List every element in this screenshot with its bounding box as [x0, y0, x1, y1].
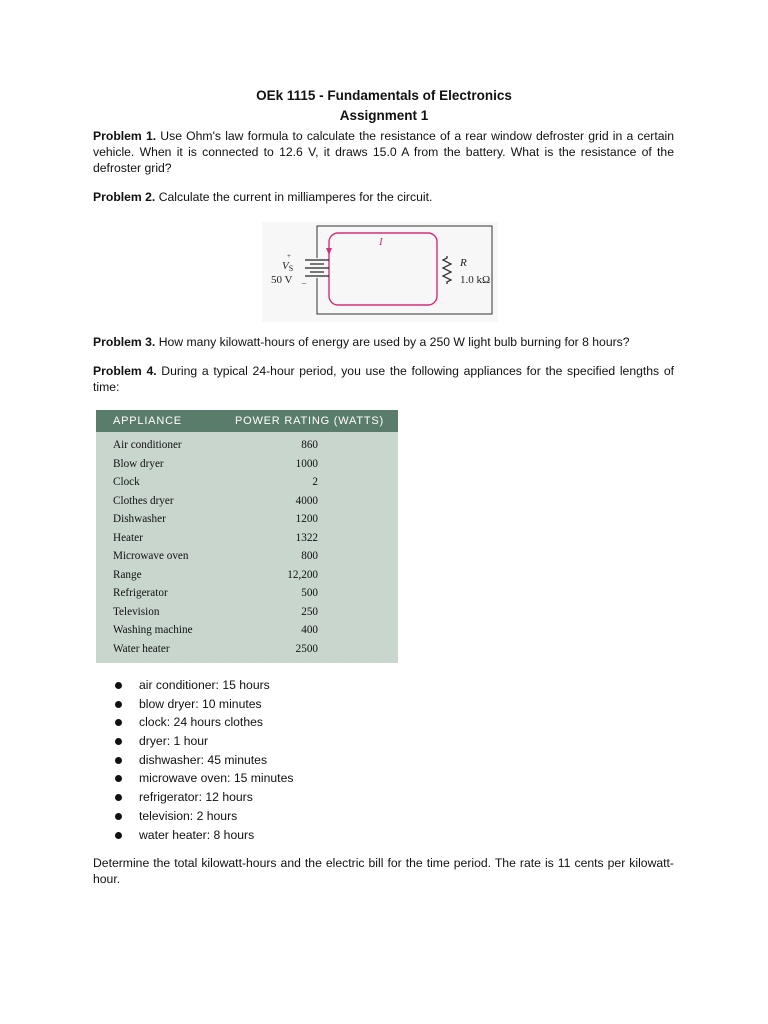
appliance-name: Clothes dryer [113, 494, 174, 507]
resistor-value: 1.0 kΩ [460, 274, 491, 286]
current-loop [329, 233, 437, 305]
circuit-wire [317, 226, 492, 314]
resistor-label: R [460, 257, 467, 269]
power-value: 400 [301, 624, 318, 636]
source-label: VS [282, 260, 294, 273]
appliance-name: Air conditioner [113, 439, 182, 451]
usage-list [113, 676, 293, 844]
minus-sign: _ [302, 276, 306, 285]
table-row [96, 621, 398, 640]
problem-3-text: How many kilowatt-hours of energy are used by a 250 W light bulb burning for 8 hours? [155, 335, 630, 349]
problem-3-label: Problem 3. [93, 335, 156, 349]
current-label: I [379, 236, 383, 248]
table-row [96, 492, 398, 511]
circuit-svg [262, 222, 498, 322]
appliance-name: Microwave oven [113, 550, 189, 562]
power-value: 500 [301, 587, 318, 599]
table-row [96, 566, 398, 585]
power-value: 4000 [295, 494, 318, 507]
list-item: blow dryer: 10 minutes [113, 695, 293, 714]
table-row [96, 547, 398, 566]
course-title: OEk 1115 - Fundamentals of Electronics [256, 88, 512, 103]
appliance-name: Television [113, 605, 160, 618]
appliance-name: Water heater [113, 642, 170, 655]
power-value: 12,200 [287, 568, 318, 581]
table-row [96, 510, 398, 529]
power-value: 1000 [295, 457, 318, 470]
appliance-name: Range [113, 568, 142, 581]
table-row [96, 473, 398, 492]
header-appliance: APPLIANCE [113, 415, 182, 427]
list-item: water heater: 8 hours [113, 826, 293, 845]
appliance-name: Blow dryer [113, 457, 164, 470]
source-value: 50 V [271, 274, 293, 286]
table-row [96, 640, 398, 659]
power-value: 2500 [295, 642, 318, 655]
problem-4-text: During a typical 24-hour period, you use the following appliances for the specified lengths of time: [93, 364, 674, 394]
problem-2 [93, 189, 674, 205]
table-row [96, 455, 398, 474]
conclusion: Determine the total kilowatt-hours and the electric bill for the time period. The rate is 11 cents per kilowatt-hour. [93, 856, 674, 886]
list-item: dryer: 1 hour [113, 732, 293, 751]
problem-1-label: Problem 1. [93, 129, 157, 143]
appliance-name: Washing machine [113, 624, 193, 636]
table-row [96, 529, 398, 548]
appliance-name: Clock [113, 476, 140, 488]
power-value: 1200 [295, 513, 318, 525]
plus-sign: + [287, 252, 291, 260]
table-row [96, 584, 398, 603]
table-header [96, 410, 398, 432]
current-arrow-icon [326, 248, 332, 255]
appliance-table [96, 410, 398, 663]
table-row [96, 436, 398, 455]
list-item: air conditioner: 15 hours [113, 676, 293, 695]
problem-4-label: Problem 4. [93, 364, 157, 378]
problem-1-text: Use Ohm's law formula to calculate the resistance of a rear window defroster grid in a certain vehicle. When it is connected to 12.6 V, it draws 15.0 A from the battery. What is the resistance of the defroster grid? [93, 129, 675, 175]
list-item: television: 2 hours [113, 807, 293, 826]
problem-2-text: Calculate the current in milliamperes for the circuit. [155, 190, 433, 204]
assignment-title: Assignment 1 [339, 108, 429, 123]
power-value: 250 [301, 605, 318, 618]
header-power-rating: POWER RATING (WATTS) [235, 415, 385, 427]
list-item: dishwasher: 45 minutes [113, 751, 293, 770]
problem-4 [93, 363, 674, 395]
appliance-name: Dishwasher [113, 513, 166, 525]
power-value: 2 [312, 476, 318, 488]
power-value: 800 [301, 550, 318, 562]
list-item: refrigerator: 12 hours [113, 788, 293, 807]
problem-2-label: Problem 2. [93, 190, 156, 204]
circuit-diagram [262, 222, 498, 322]
power-value: 860 [301, 439, 318, 451]
list-item: microwave oven: 15 minutes [113, 769, 293, 788]
problem-1 [93, 128, 674, 176]
table-row [96, 603, 398, 622]
list-item: clock: 24 hours clothes [113, 713, 293, 732]
appliance-name: Heater [113, 531, 143, 544]
problem-3 [93, 334, 674, 350]
appliance-name: Refrigerator [113, 587, 168, 599]
power-value: 1322 [295, 531, 318, 544]
